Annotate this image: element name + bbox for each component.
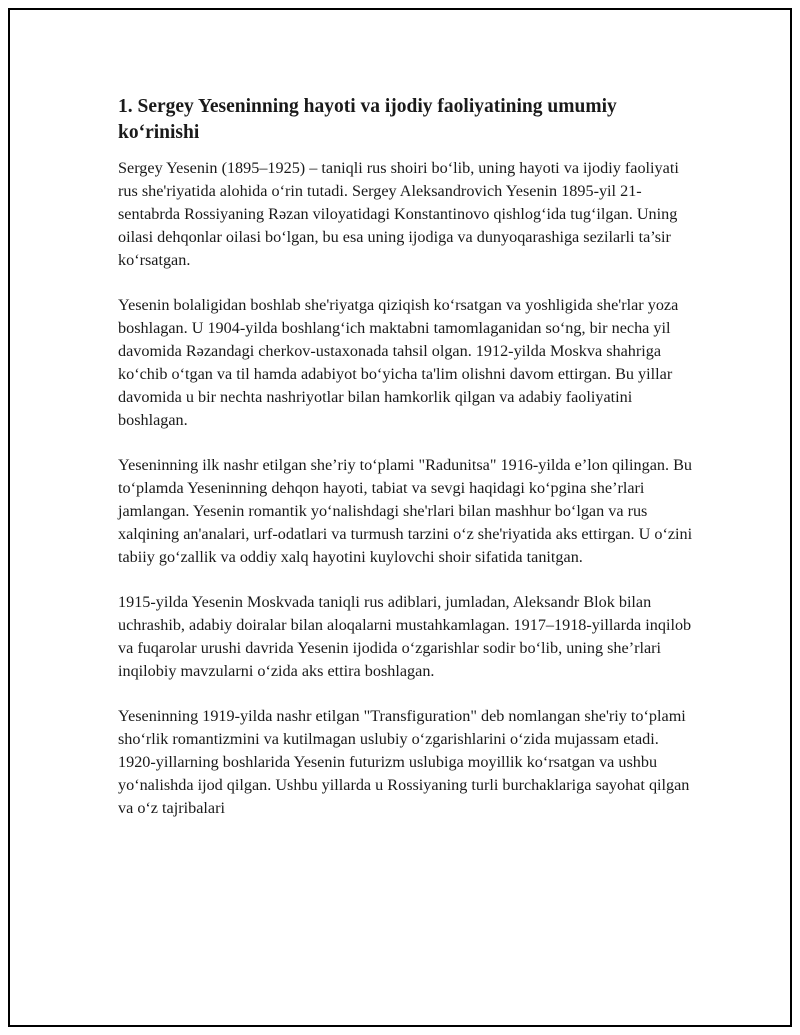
page-frame bbox=[8, 8, 792, 1027]
paragraph: Sergey Yesenin (1895–1925) – taniqli rus shoiri bo‘lib, uning hayoti va ijodiy faoliyati rus she'riyatida alohida o‘rin tutadi. Sergey Aleksandrovich Yesenin 1895-yil 21-sentabrda Rossiyaning Rəzan viloyatidagi Konstantinovo qishlog‘ida tug‘ilgan. Uning oilasi dehqonlar oilasi bo‘lgan, bu esa uning ijodiga va dunyoqarashiga sezilarli ta’sir ko‘rsatgan. bbox=[118, 159, 679, 269]
section-heading: 1. Sergey Yeseninning hayoti va ijodiy faoliyatining umumiy ko‘rinishi bbox=[118, 96, 617, 143]
paragraph: Yesenin bolaligidan boshlab she'riyatga qiziqish ko‘rsatgan va yoshligida she'rlar yoza boshlagan. U 1904-yilda boshlang‘ich maktabni tamomlaganidan so‘ng, bir necha yil davomida Rəzandagi cherkov-ustaxonada tahsil olgan. 1912-yilda Moskva shahriga ko‘chib o‘tgan va til hamda adabiyot bo‘yicha ta'lim olishni davom ettirgan. Bu yillar davomida u bir nechta nashriyotlar bilan hamkorlik qilgan va adabiy faoliyatini boshlagan. bbox=[118, 296, 679, 429]
document-body bbox=[118, 94, 698, 842]
paragraph: Yeseninning ilk nashr etilgan she’riy to‘plami "Radunitsa" 1916-yilda e’lon qilingan. Bu to‘plamda Yeseninning dehqon hayoti, tabiat va sevgi haqidagi ko‘pgina she’rlari jamlangan. Yesenin romantik yo‘nalishdagi she'rlari bilan mashhur bo‘lgan va rus xalqining an'analari, urf-odatlari va turmush tarzini o‘z she'riyatida aks ettirgan. U o‘zini tabiiy go‘zallik va oddiy xalq hayotini kuylovchi shoir sifatida tanitgan. bbox=[118, 456, 693, 566]
paragraph: 1915-yilda Yesenin Moskvada taniqli rus adiblari, jumladan, Aleksandr Blok bilan uchrashib, adabiy doiralar bilan aloqalarni mustahkamlagan. 1917–1918-yillarda inqilob va fuqarolar urushi davrida Yesenin ijodida o‘zgarishlar sodir bo‘lib, uning she’rlari inqilobiy mavzularni o‘zida aks ettira boshlagan. bbox=[118, 593, 692, 680]
paragraph: Yeseninning 1919-yilda nashr etilgan "Transfiguration" deb nomlangan she'riy to‘plami sho‘rlik romantizmini va kutilmagan uslubiy o‘zgarishlarini o‘zida mujassam etadi. 1920-yillarning boshlarida Yesenin futurizm uslubiga moyillik ko‘rsatgan va ushbu yo‘nalishda ijod qilgan. Ushbu yillarda u Rossiyaning turli burchaklariga sayohat qilgan va o‘z tajribalari bbox=[118, 707, 690, 817]
